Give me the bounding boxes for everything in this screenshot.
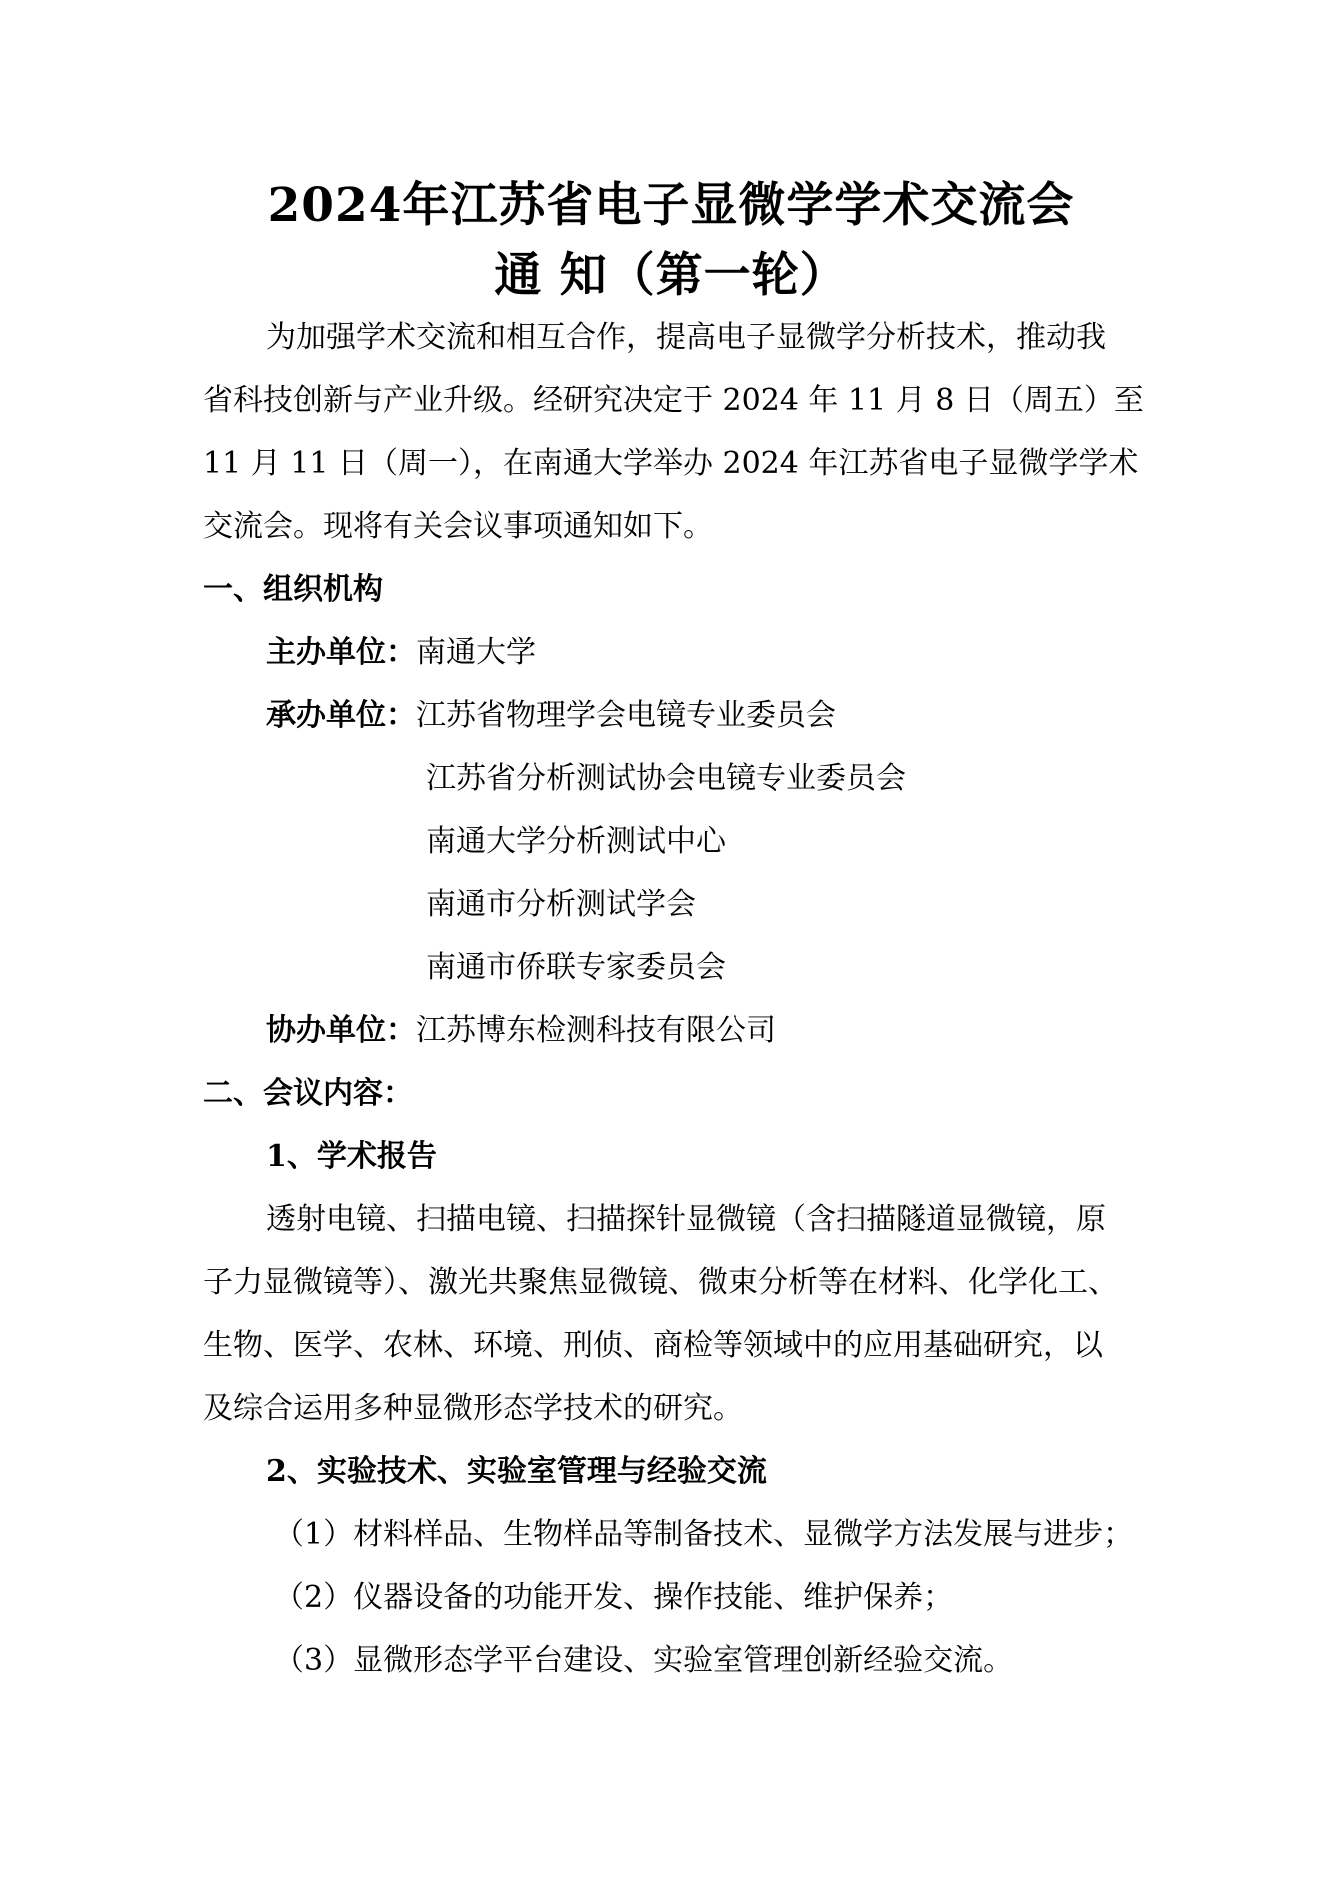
section1-heading: 一、组织机构 <box>203 572 383 607</box>
sub2-heading: 2、实验技术、实验室管理与经验交流 <box>266 1454 767 1489</box>
intro-line: 为加强学术交流和相互合作，提高电子显微学分析技术，推动我 <box>266 320 1106 355</box>
organizer-value: 江苏省分析测试协会电镜专业委员会 <box>426 761 906 796</box>
sub1-line: 生物、医学、农林、环境、刑侦、商检等领域中的应用基础研究，以 <box>203 1328 1103 1363</box>
sub1-line: 子力显微镜等）、激光共聚焦显微镜、微束分析等在材料、化学化工、 <box>203 1265 1118 1300</box>
organizer-value: 南通大学分析测试中心 <box>426 824 726 859</box>
document-subtitle: 通 知（第一轮） <box>494 248 848 303</box>
host-label: 主办单位： <box>266 635 416 670</box>
organizer-value: 江苏省物理学会电镜专业委员会 <box>416 698 836 733</box>
sub2-item: （3）显微形态学平台建设、实验室管理创新经验交流。 <box>274 1643 1014 1678</box>
co-organizer-value: 江苏博东检测科技有限公司 <box>416 1013 776 1048</box>
organizer-value: 南通市分析测试学会 <box>426 887 696 922</box>
sub2-item: （1）材料样品、生物样品等制备技术、显微学方法发展与进步； <box>274 1517 1134 1552</box>
host-row <box>266 633 1216 673</box>
co-organizer-label: 协办单位： <box>266 1013 416 1048</box>
sub1-heading: 1、学术报告 <box>266 1139 437 1174</box>
organizer-row <box>266 696 1216 736</box>
document-title: 2024年江苏省电子显微学学术交流会 <box>267 178 1075 233</box>
sub1-line: 透射电镜、扫描电镜、扫描探针显微镜（含扫描隧道显微镜，原 <box>266 1202 1106 1237</box>
intro-line: 交流会。现将有关会议事项通知如下。 <box>203 509 713 544</box>
sub1-line: 及综合运用多种显微形态学技术的研究。 <box>203 1391 743 1426</box>
host-value: 南通大学 <box>416 635 536 670</box>
sub2-item: （2）仪器设备的功能开发、操作技能、维护保养； <box>274 1580 954 1615</box>
organizer-value: 南通市侨联专家委员会 <box>426 950 726 985</box>
intro-line: 省科技创新与产业升级。经研究决定于 2024 年 11 月 8 日（周五）至 <box>203 383 1144 418</box>
section2-heading: 二、会议内容： <box>203 1076 413 1111</box>
intro-line: 11 月 11 日（周一），在南通大学举办 2024 年江苏省电子显微学学术 <box>203 446 1139 481</box>
organizer-label: 承办单位： <box>266 698 416 733</box>
co-organizer-row <box>266 1011 1216 1051</box>
